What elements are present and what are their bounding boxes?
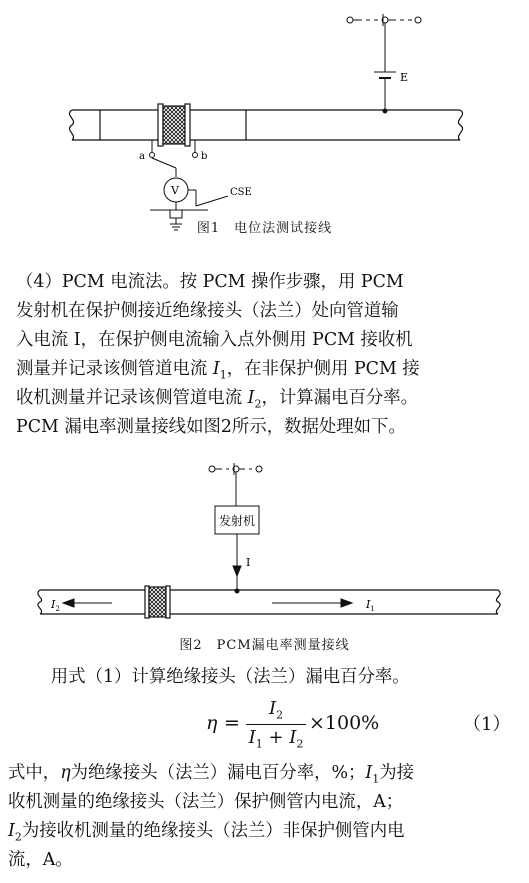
transmitter-label: 发射机: [218, 514, 256, 528]
fraction-denominator: $I_1 + I_2$: [248, 727, 304, 751]
figure-2-diagram: [0, 462, 529, 632]
para-line-3: 入电流 I，在保护侧电流输入点外侧用 PCM 接收机: [16, 330, 413, 350]
formula-intro: 用式（1）计算绝缘接头（法兰）漏电百分率。: [50, 667, 410, 687]
paragraph-pcm-method: [16, 268, 522, 442]
fraction: [246, 698, 306, 751]
para-line-5: 收机测量并记录该侧管道电流 $I_2$，计算漏电百分率。: [16, 388, 419, 411]
def-line-4: 流，A。: [8, 850, 73, 870]
cse-label: CSE: [230, 187, 252, 198]
figure-2-caption: 图2 PCM漏电率测量接线: [179, 638, 350, 653]
current-arrows: [63, 599, 352, 607]
power-source: [374, 23, 396, 113]
pipeline: [69, 110, 462, 140]
equation-number: （1）: [463, 714, 511, 735]
fraction-numerator: $I_2$: [268, 698, 284, 722]
times-hundred-percent: ×100%: [309, 712, 380, 734]
pipeline-2: [38, 590, 500, 614]
battery-label: E: [400, 71, 409, 84]
terminal-b-label: b: [201, 151, 208, 162]
figure-1: [0, 0, 529, 245]
anode-symbol: [347, 14, 421, 26]
figure-2: [0, 462, 529, 652]
figure-1-caption: 图1 电位法测试接线: [196, 221, 333, 236]
current-i2-label: $I_2$: [51, 598, 60, 613]
def-line-1: 式中，η为绝缘接头（法兰）漏电百分率，%；$I_1$为接: [8, 763, 415, 786]
figure-1-diagram: [0, 0, 529, 245]
para-line-6: PCM 漏电率测量接线如图2所示，数据处理如下。: [16, 417, 406, 437]
variable-definitions: [8, 759, 522, 875]
anode-symbol-2: [209, 463, 262, 506]
eta-symbol: η: [206, 712, 218, 734]
para-line-1: （4）PCM 电流法。按 PCM 操作步骤，用 PCM: [16, 272, 404, 292]
current-i-label: I: [246, 556, 251, 569]
current-i1-label: $I_1$: [366, 598, 375, 613]
terminal-a-label: a: [139, 151, 145, 162]
insulating-joint-2: [145, 586, 170, 618]
insulating-joint: [158, 104, 190, 146]
para-line-2: 发射机在保护侧接近绝缘接头（法兰）处向管道输: [16, 301, 399, 321]
equals-sign: =: [224, 712, 240, 734]
fraction-bar: [246, 724, 306, 725]
voltmeter-label: V: [171, 184, 179, 197]
para-line-4: 测量并记录该侧管道电流 $I_1$，在非保护侧用 PCM 接: [16, 359, 420, 382]
def-line-2: 收机测量的绝缘接头（法兰）保护侧管内电流，A；: [8, 792, 404, 812]
def-line-3: $I_2$为接收机测量的绝缘接头（法兰）非保护侧管内电: [8, 821, 405, 844]
current-injection: [233, 534, 241, 593]
equation-1: [0, 694, 529, 756]
